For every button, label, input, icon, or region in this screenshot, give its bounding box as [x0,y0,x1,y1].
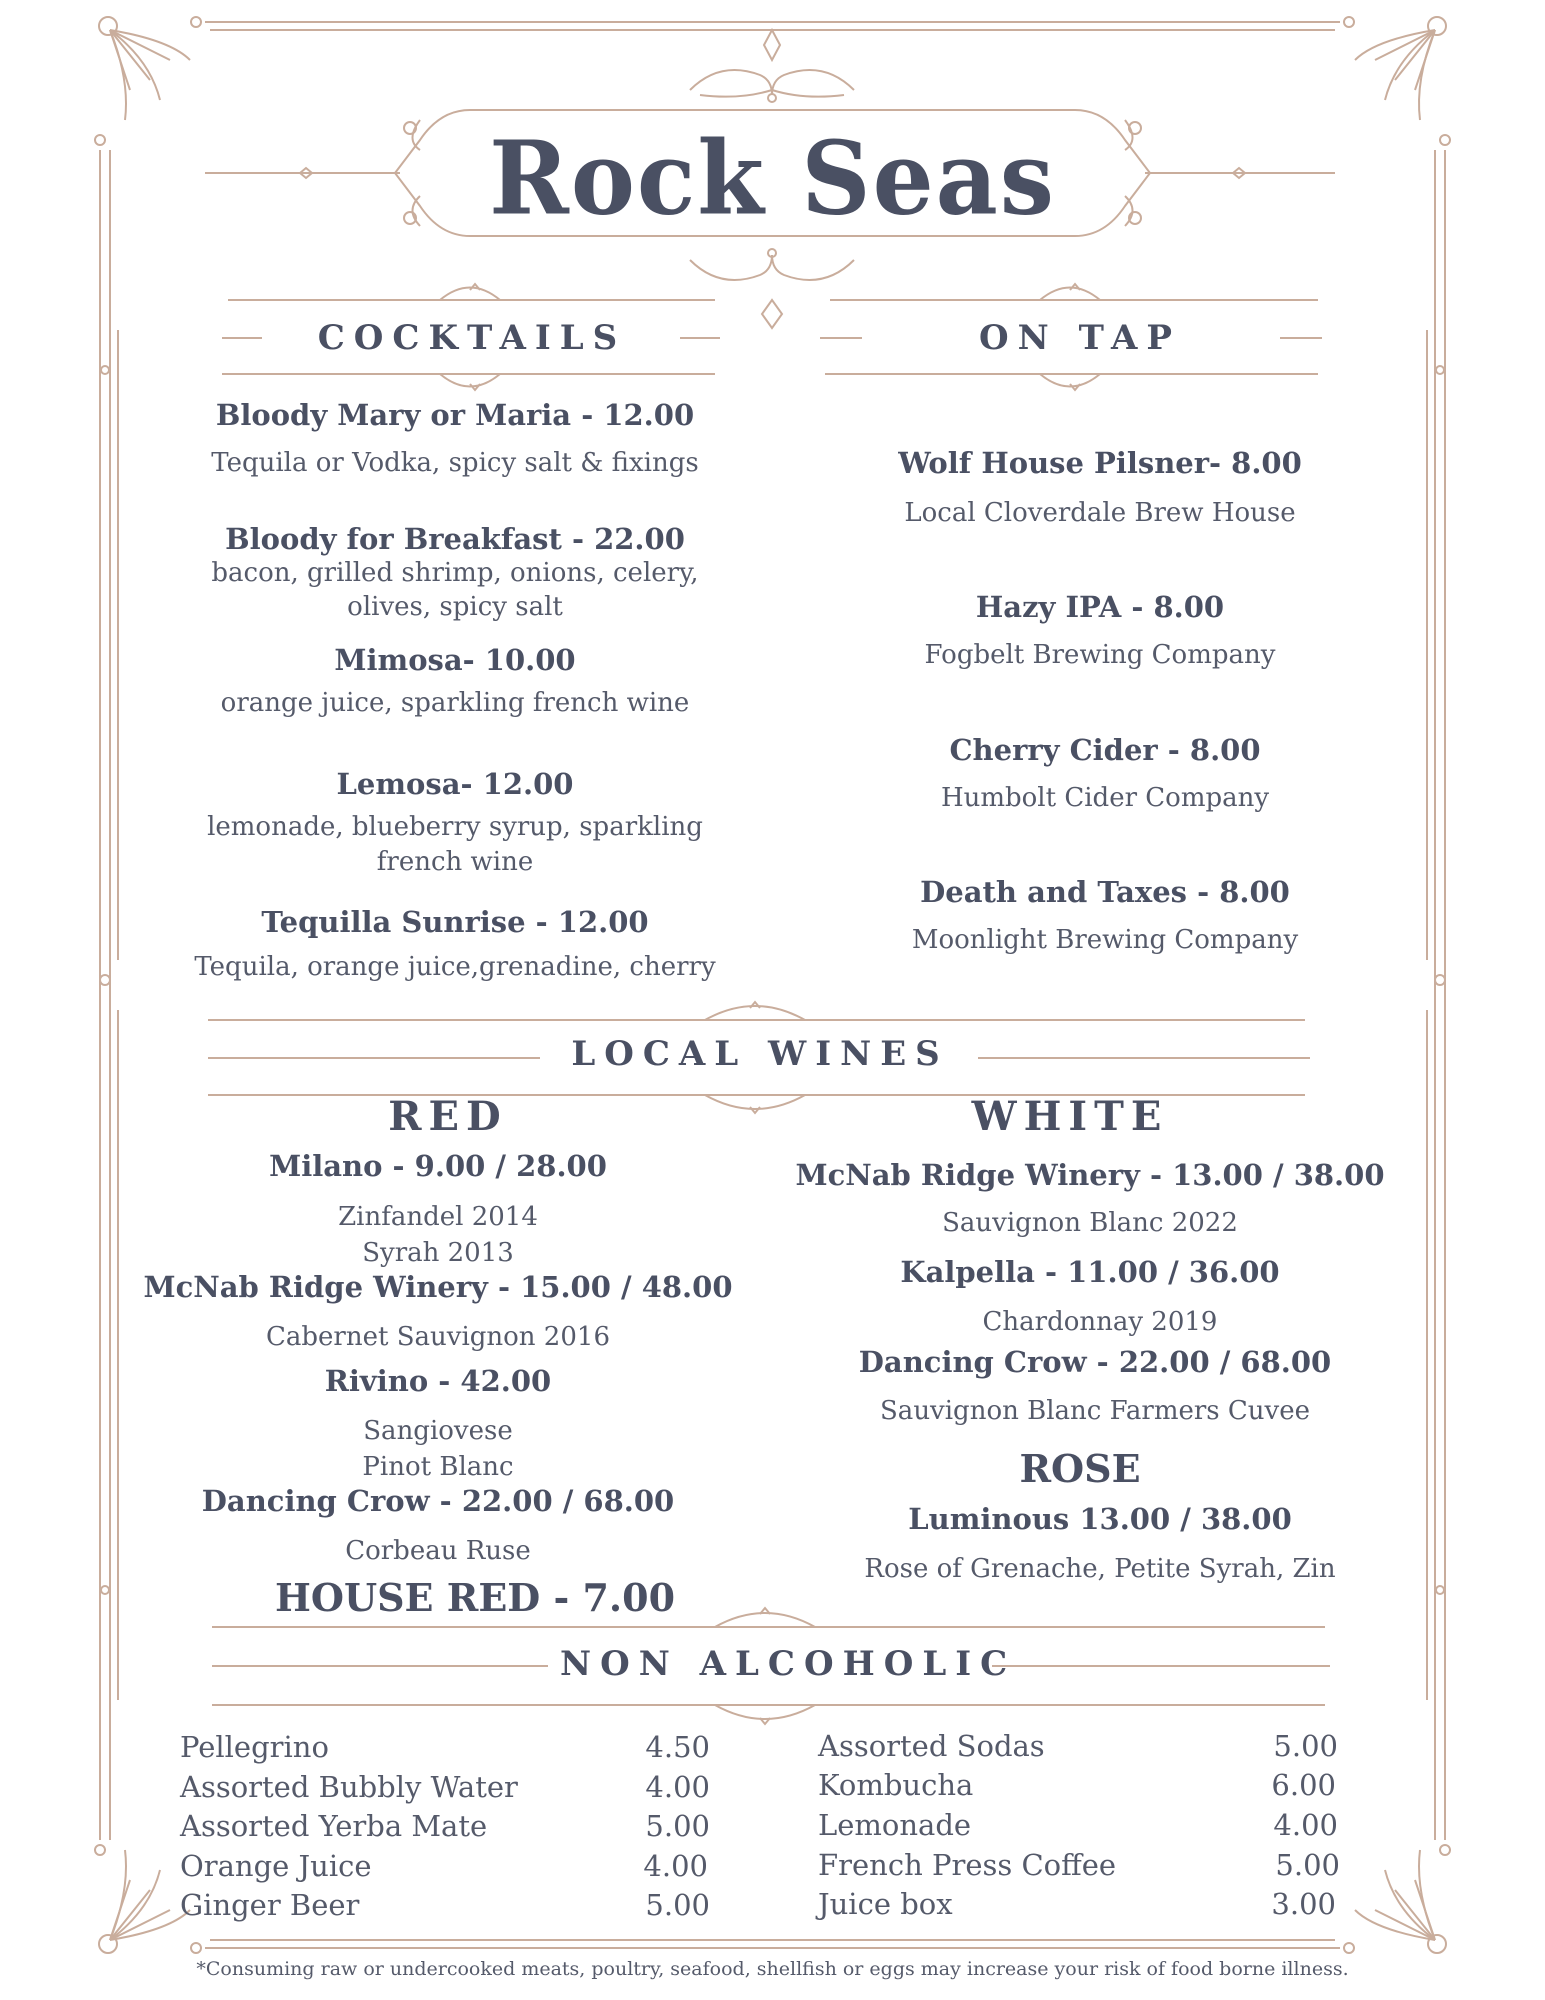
tap-item-desc: Local Cloverdale Brew House [904,498,1296,528]
na-item-name: Assorted Sodas [818,1729,1045,1763]
rose-wine-desc: Rose of Grenache, Petite Syrah, Zin [864,1554,1336,1584]
na-item-price: 4.00 [643,1849,708,1883]
tap-item-name: Wolf House Pilsner- 8.00 [898,446,1302,480]
na-item-name: Assorted Bubbly Water [180,1770,518,1804]
red-wine-name: Rivino - 42.00 [324,1364,552,1398]
food-safety-disclaimer: *Consuming raw or undercooked meats, poultry, seafood, shellfish or eggs may increase your risk of food borne illness. [196,1958,1349,1980]
cocktail-item-desc: lemonade, blueberry syrup, sparkling [207,812,703,842]
tap-item-desc: Fogbelt Brewing Company [924,640,1276,670]
red-wine-name: Dancing Crow - 22.00 / 68.00 [201,1484,675,1518]
white-wine-desc: Chardonnay 2019 [982,1307,1218,1337]
na-item-price: 5.00 [645,1888,710,1922]
cocktail-item-name: Tequilla Sunrise - 12.00 [261,905,649,939]
red-wines-heading: RED [388,1093,508,1140]
corner-ornament-br [1344,1845,1450,1953]
cocktails-heading: COCKTAILS [317,318,627,358]
cocktail-item-name: Bloody Mary or Maria - 12.00 [215,398,695,432]
na-item-price: 5.00 [1275,1848,1340,1882]
red-wine-desc: Cabernet Sauvignon 2016 [266,1322,610,1352]
tap-item-name: Hazy IPA - 8.00 [975,590,1225,624]
na-item-name: Assorted Yerba Mate [180,1809,488,1843]
red-wine-desc: Zinfandel 2014 [338,1202,538,1232]
red-wine-desc: Sangiovese [363,1416,513,1446]
cocktail-item-desc: Tequila or Vodka, spicy salt & fixings [211,448,699,478]
tap-item-desc: Humbolt Cider Company [940,783,1270,813]
cocktail-item-desc: orange juice, sparkling french wine [220,688,690,718]
na-item-price: 5.00 [1273,1729,1338,1763]
non-alcoholic-heading: NON ALCOHOLIC [560,1644,1017,1684]
white-wine-name: Kalpella - 11.00 / 36.00 [900,1255,1280,1289]
rose-wines-heading: ROSE [1019,1446,1141,1491]
na-item-price: 3.00 [1271,1887,1336,1921]
na-item-name: Pellegrino [180,1730,329,1764]
rose-wine-name: Luminous 13.00 / 38.00 [908,1502,1292,1536]
cocktail-item-name: Bloody for Breakfast - 22.00 [225,522,685,556]
cocktail-item-desc: bacon, grilled shrimp, onions, celery, [211,558,699,588]
red-wine-desc: Pinot Blanc [362,1452,514,1482]
red-wine-desc: Syrah 2013 [362,1238,514,1268]
house-red: HOUSE RED - 7.00 [274,1575,676,1620]
on-tap-heading: ON TAP [979,318,1181,358]
na-item-name: French Press Coffee [818,1848,1117,1882]
na-item-name: Orange Juice [180,1849,372,1883]
white-wine-desc: Sauvignon Blanc Farmers Cuvee [880,1396,1310,1426]
local-wines-heading: LOCAL WINES [571,1034,949,1074]
na-item-name: Juice box [818,1887,953,1921]
cocktail-item-desc: olives, spicy salt [347,592,563,622]
na-item-name: Ginger Beer [180,1888,360,1922]
red-wine-name: Milano - 9.00 / 28.00 [269,1149,607,1183]
tap-item-name: Death and Taxes - 8.00 [920,875,1290,909]
tap-item-desc: Moonlight Brewing Company [911,925,1299,955]
na-item-price: 4.00 [645,1770,710,1804]
cocktail-item-desc: Tequila, orange juice,grenadine, cherry [194,952,716,982]
white-wine-name: McNab Ridge Winery - 13.00 / 38.00 [795,1158,1385,1192]
tap-item-name: Cherry Cider - 8.00 [949,733,1261,767]
red-wine-desc: Corbeau Ruse [345,1536,531,1566]
white-wines-heading: WHITE [971,1093,1169,1140]
cocktail-item-desc: french wine [376,847,534,877]
na-item-name: Lemonade [818,1808,972,1842]
na-item-name: Kombucha [818,1768,974,1802]
cocktail-item-name: Lemosa- 12.00 [336,767,574,801]
na-item-price: 4.00 [1273,1808,1338,1842]
cocktail-item-name: Mimosa- 10.00 [334,643,576,677]
na-item-price: 5.00 [645,1809,710,1843]
na-item-price: 6.00 [1271,1768,1336,1802]
white-wine-name: Dancing Crow - 22.00 / 68.00 [858,1345,1332,1379]
white-wine-desc: Sauvignon Blanc 2022 [942,1208,1238,1238]
red-wine-name: McNab Ridge Winery - 15.00 / 48.00 [143,1270,733,1304]
restaurant-title: Rock Seas [489,119,1056,238]
na-item-price: 4.50 [645,1730,710,1764]
